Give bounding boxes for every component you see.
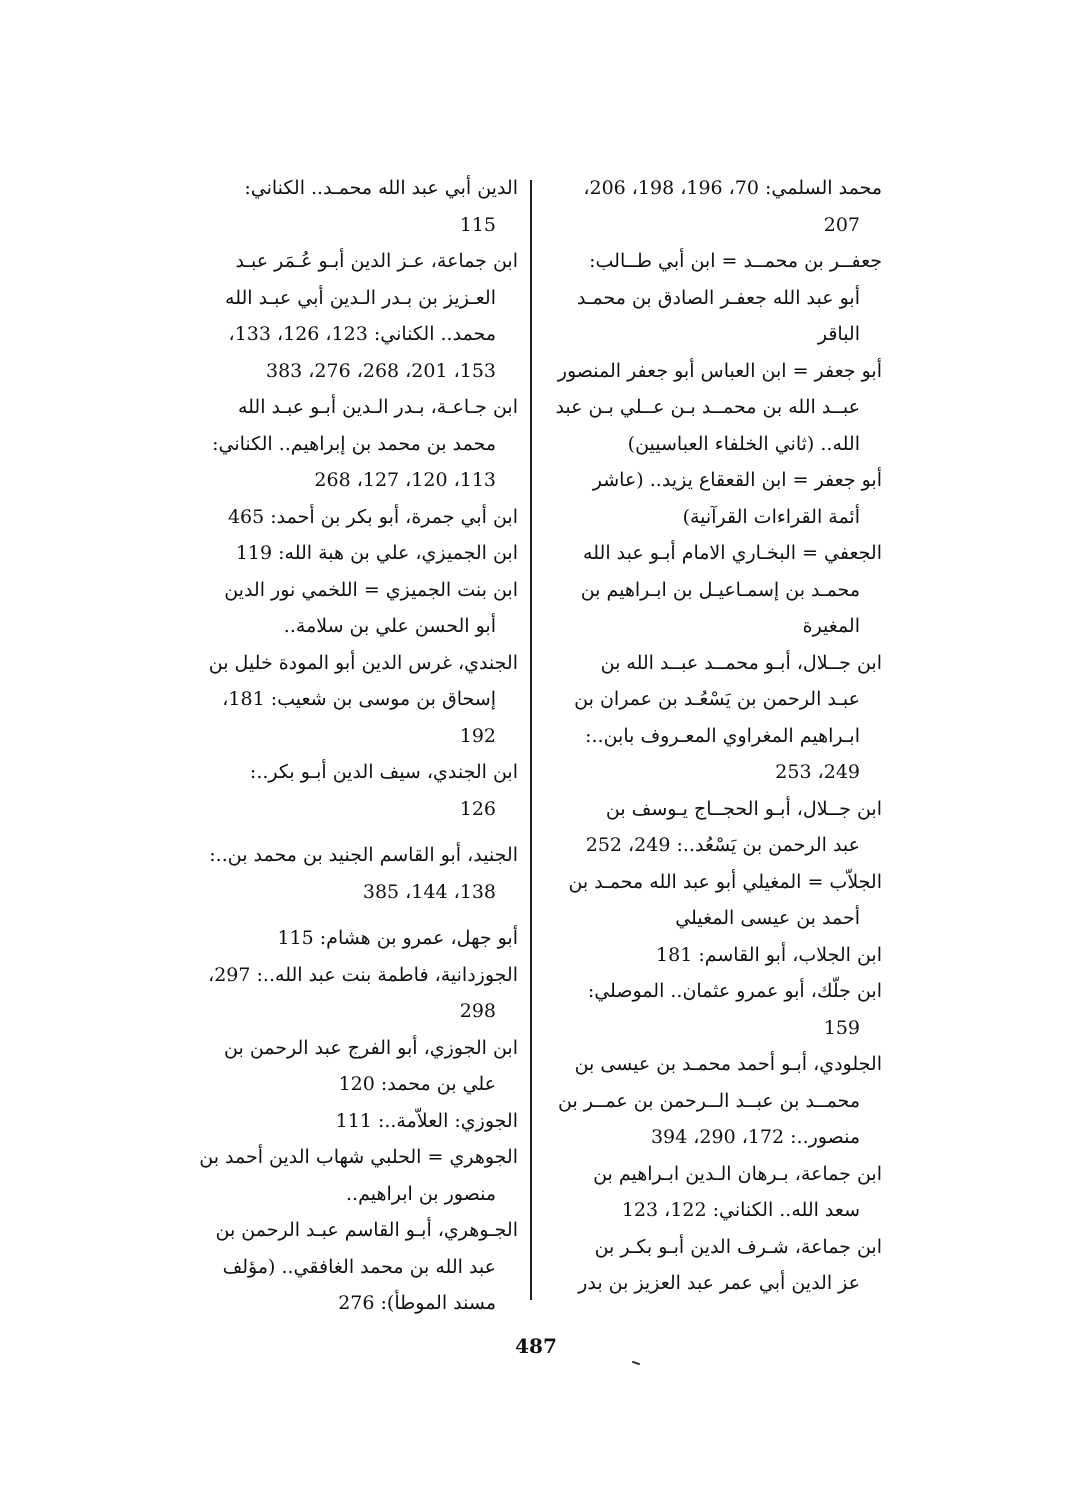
index-entry: ابن جلّك، أبو عمرو عثمان.. الموصلي: 159 [587,980,882,1039]
index-entry: ابن بنت الجميزي = اللخمي نور الدين أبو الحسن علي بن سلامة.. [224,578,518,637]
index-entry: جعفــر بن محمــد = ابن أبي طــالب: أبو عبد الله جعفـر الصادق بن محمـد الباقر [576,250,882,345]
column-divider [530,180,532,1300]
index-entry: ابن الجميزي، علي بن هبة الله: 119 [235,542,518,564]
index-entry: الجنيد، أبو القاسم الجنيد بن محمد بن..: 138، 144، 385 [209,844,518,903]
index-entry: ابن الجلاب، أبو القاسم: 181 [656,943,882,966]
index-column-left [188,170,518,1322]
index-column-right [552,170,882,1302]
index-entry: الجلودي، أبـو أحمد محمـد بن عيسى بن محمــد بن عبــد الــرحمن بن عمــر بن منصور..: 172، 290، 394 [557,1053,882,1148]
index-entry: الجلاّب = المغيلي أبو عبد الله محمـد بن أحمد بن عيسى المغيلي [568,870,882,929]
page-number: 487 [515,1334,557,1358]
index-entry: محمد السلمي: 70، 196، 198، 206، 207 [583,177,882,236]
index-entry: ابن جماعة، شـرف الدين أبـو بكـر بن عز الدين أبي عمر عبد العزيز بن بدر [578,1235,882,1294]
index-entry: الجندي، غرس الدين أبو المودة خليل بن إسحاق بن موسى بن شعيب: 181، 192 [208,651,518,747]
index-entry: أبو جهل، عمرو بن هشام: 115 [277,927,518,949]
index-entry: ابن جـاعـة، بـدر الـدين أبـو عبـد الله محمد بن محمد بن إبراهيم.. الكناني: 113، 120، 127، 268 [212,396,518,491]
index-entry: ابن أبي جمرة، أبو بكر بن أحمد: 465 [227,505,518,528]
index-entry: الجعفي = البخـاري الامام أبـو عبد الله محمـد بن إسمـاعيـل بن ابـراهيم بن المغيرة [580,542,882,637]
index-entry: الدين أبي عبد الله محمـد.. الكناني: 115 [244,177,518,236]
index-entry: ابن جماعة، بـرهان الـدين ابـراهيم بن سعد الله.. الكناني: 122، 123 [593,1162,882,1221]
index-entry: ابن جــلال، أبـو محمــد عبــد الله بن عبـد الرحمن بن يَسْعُـد بن عمران بن ابـراهيم المغراوي المعـروف بابن..: 249، 253 [574,651,882,783]
index-entry: أبو جعفر = ابن القعقاع يزيد.. (عاشر أئمة القراءات القرآنية) [592,469,882,528]
index-entry: الجوزدانية، فاطمة بنت عبد الله..: 297، 298 [208,963,518,1022]
index-entry: الجوهري = الحلبي شهاب الدين أحمد بن منصور بن ابراهيم.. [199,1146,518,1205]
scan-mark [632,1361,640,1366]
index-entry: الجوزي: العلاّمة..: 111 [335,1109,518,1132]
index-entry: ابن الجندي، سيف الدين أبـو بكر..: 126 [249,761,518,820]
index-entry: الجـوهري، أبـو القاسم عبـد الرحمن بن عبد الله بن محمد الغافقي.. (مؤلف مسند الموطأ): 276 [215,1219,518,1314]
index-entry: ابن الجوزي، أبو الفرج عبد الرحمن بن علي بن محمد: 120 [224,1036,518,1095]
index-entry: ابن جــلال، أبـو الحجــاج يـوسف بن عبد الرحمن بن يَسْعُد..: 249، 252 [585,797,882,856]
index-entry: ابن جماعة، عـز الدين أبـو عُـمَر عبـد العـزيز بن بـدر الـدين أبي عبـد الله محمد.. الكناني: 123، 126، 133، 153، 201، 268، 276، 383 [225,250,518,382]
index-entry: أبو جعفر = ابن العباس أبو جعفر المنصور عبــد الله بن محمــد بـن عــلي بـن عبد الله.. (ثاني الخلفاء العباسيين) [555,359,882,455]
